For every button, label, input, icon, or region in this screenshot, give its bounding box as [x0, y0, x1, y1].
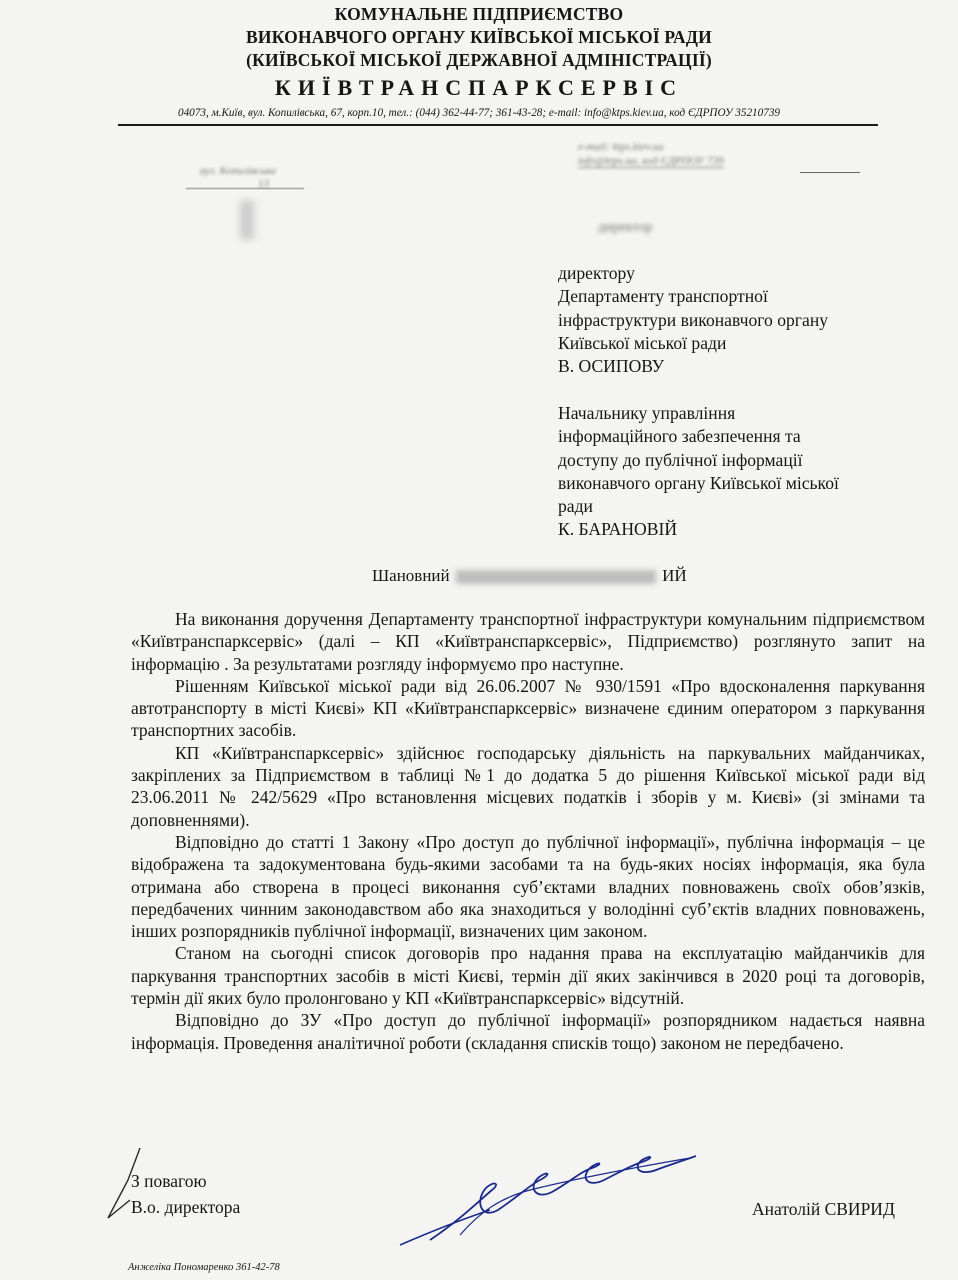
letterhead-brand: КИЇВТРАНСПАРКСЕРВІС	[274, 75, 684, 100]
reference-left-line: вул. Копилівська	[200, 165, 276, 177]
addressee-2-line: інформаційного забезпечення та	[558, 426, 801, 447]
addressee-block-1	[558, 262, 828, 378]
body-paragraph: КП «Київтранспарксервіс» здійснює господарську діяльність на паркувальних майданчиках, закріплених за Підприємством в таблиці №1 до додатка 5 до рішення Київської міської ради від 23.06.2011 № 242/5629 «Про встановлення місцевих податків і зборів у м. Києві» (зі змінами та доповненнями).	[131, 742, 925, 830]
greeting-tail: ИЙ	[662, 566, 687, 585]
letter-body	[131, 608, 925, 1054]
reference-left-rule	[186, 188, 304, 189]
addressee-2-line: ради	[558, 496, 593, 517]
letterhead-line-2: ВИКОНАВЧОГО ОРГАНУ КИЇВСЬКОЇ МІСЬКОЇ РАДИ	[246, 27, 712, 47]
body-paragraph: Станом на сьогодні список договорів про надання права на експлуатацію майданчиків для паркування транспортних засобів в місті Києві, термін дії яких закінчився в 2020 році та договорів, термін дії яких було пролонговано у КП «Київтранспарксервіс» відсутній.	[131, 943, 925, 1009]
body-paragraph: Відповідно до ЗУ «Про доступ до публічної інформації» розпорядником надається наявна інформація. Проведення аналітичної роботи (складання списків тощо) законом не передбачено.	[131, 1010, 925, 1053]
addressee-1-line: Київської міської ради	[558, 332, 727, 353]
addressee-2-line: доступу до публічної інформації	[558, 449, 803, 470]
closing-position: В.о. директора	[131, 1197, 241, 1217]
addressee-1-line: Департаменту транспортної	[558, 286, 768, 307]
redaction-smudge	[456, 570, 656, 584]
addressee-2-line: виконавчого органу Київської міської	[558, 472, 839, 493]
body-paragraph: Рішенням Київської міської ради від 26.06.2007 № 930/1591 «Про вдосконалення паркування автотранспорту в місті Києві» КП «Київтранспарксервіс» визначене єдиним оператором з паркування транспортних засобів.	[131, 675, 925, 741]
closing-regards: З повагою	[131, 1171, 207, 1191]
addressee-1-name: В. ОСИПОВУ	[558, 356, 665, 377]
letterhead-rule	[118, 124, 878, 126]
reference-left-line-2: 13	[258, 178, 269, 190]
reference-right-line-3: директор	[598, 220, 653, 235]
addressee-2-name: К. БАРАНОВІЙ	[558, 519, 678, 540]
greeting	[372, 566, 687, 586]
closing-name: Анатолій СВИРИД	[752, 1199, 895, 1219]
executor-footer: Анжеліка Пономаренко 361-42-78	[128, 1262, 280, 1273]
letterhead-contacts: 04073, м.Київ, вул. Копилівська, 67, корп.10, тел.: (044) 362-44-77; 361-43-28; e-mail: info@ktps.kiev.ua, код ЄДРПОУ 35210739	[177, 107, 781, 119]
reference-right-line-1: e-mail: ktps.kiev.ua	[578, 141, 664, 153]
redaction-smudge	[240, 200, 254, 240]
reference-right-rule	[800, 172, 860, 173]
handwritten-signature	[100, 1140, 720, 1260]
reference-right-line-2: info@ktps.ua, код ЄДРПОУ 739	[578, 155, 724, 167]
addressee-2-line: Начальнику управління	[558, 403, 736, 423]
body-paragraph: На виконання доручення Департаменту транспортної інфраструктури комунальним підприємством «Київтранспарксервіс» (далі – КП «Київтранспарксервіс», Підприємство) розглянуто запит на інформацію . За результатами розгляду інформуємо про наступне.	[131, 609, 925, 674]
letterhead-line-1: КОМУНАЛЬНЕ ПІДПРИЄМСТВО	[334, 4, 624, 24]
body-paragraph: Відповідно до статті 1 Закону «Про доступ до публічної інформації», публічна інформація – це відображена та задокументована будь-якими засобами та на будь-яких носіях інформація, яка була отримана або створена в процесі виконання суб’єктами владних повноважень своїх обов’язків, передбачених чинним законодавством або яка знаходиться у володінні суб’єктів владних повноважень, інших розпорядників публічної інформації, визначених цим законом.	[131, 831, 925, 942]
addressee-1-line: директору	[558, 263, 635, 283]
addressee-block-2	[558, 402, 839, 542]
letterhead-line-3: (КИЇВСЬКОЇ МІСЬКОЇ ДЕРЖАВНОЇ АДМІНІСТРАЦІЇ)	[246, 50, 712, 70]
greeting-text: Шановний	[372, 566, 450, 585]
addressee-1-line: інфраструктури виконавчого органу	[558, 309, 829, 330]
